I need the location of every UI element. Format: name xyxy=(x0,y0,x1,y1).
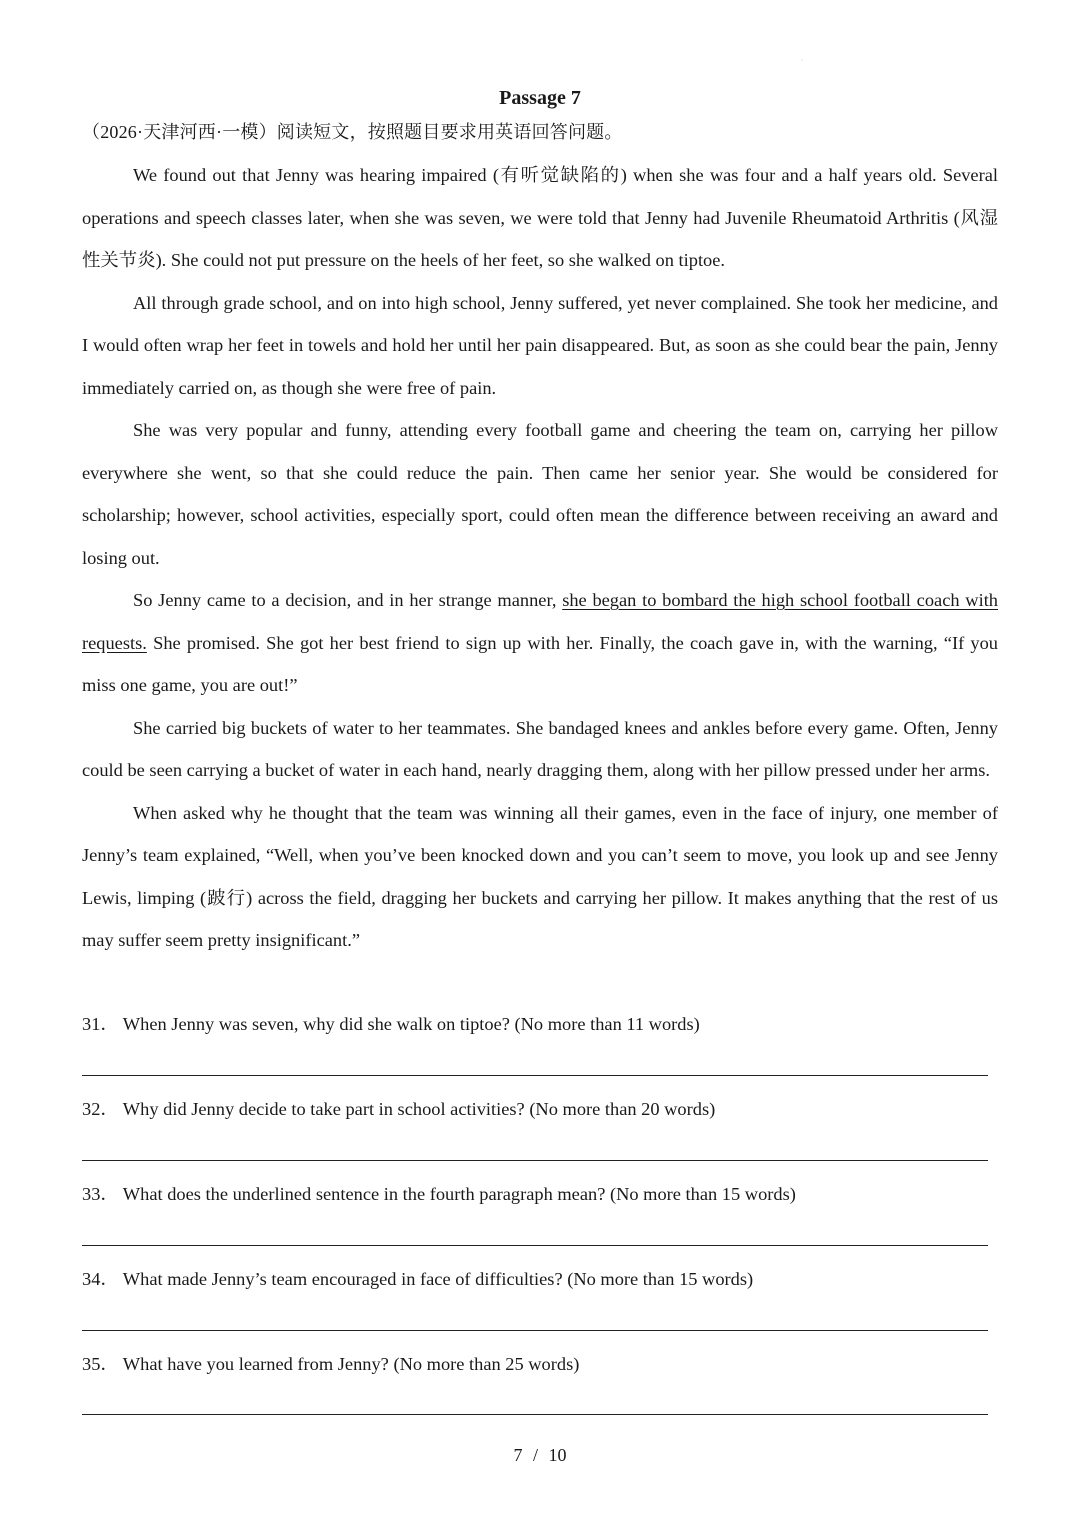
paragraph xyxy=(82,282,998,410)
paragraph xyxy=(82,792,998,962)
paragraph-text: She promised. She got her best friend to sign up with her. Finally, the coach gave in, with the warning, “If you miss one game, you are out!” xyxy=(82,632,998,695)
question-text: What have you learned from Jenny? (No more than 25 words) xyxy=(122,1354,580,1374)
question-text: What made Jenny’s team encouraged in face of difficulties? (No more than 15 words) xyxy=(122,1269,754,1289)
paragraph xyxy=(82,579,998,707)
paragraph xyxy=(82,409,998,579)
question-33 xyxy=(82,1180,998,1208)
passage-title: Passage 7 xyxy=(499,87,581,109)
question-text: When Jenny was seven, why did she walk on tiptoe? (No more than 11 words) xyxy=(122,1014,700,1034)
question-text: What does the underlined sentence in the fourth paragraph mean? (No more than 15 words) xyxy=(122,1184,796,1204)
total-pages: 10 xyxy=(548,1445,567,1465)
paragraph xyxy=(82,154,998,282)
underlined-sentence: she began to bombard the high school football coach with requests. xyxy=(82,590,998,653)
question-number: 34． xyxy=(82,1269,119,1289)
question-number: 32． xyxy=(82,1099,119,1119)
question-number: 33． xyxy=(82,1184,119,1204)
paragraph-text: So Jenny came to a decision, and in her strange manner, xyxy=(133,590,563,610)
question-text: Why did Jenny decide to take part in school activities? (No more than 20 words) xyxy=(122,1099,716,1119)
answer-line-33[interactable] xyxy=(82,1245,988,1246)
question-34 xyxy=(82,1265,998,1293)
passage-body xyxy=(82,154,998,962)
current-page: 7 xyxy=(513,1445,523,1465)
paragraph-text: All through grade school, and on into high school, Jenny suffered, yet never complained. She took her medicine, and I would often wrap her feet in towels and hold her until her pain disappeared. But, as soon as she could bear the pain, Jenny immediately carried on, as though she were free of pain. xyxy=(82,292,998,398)
paragraph xyxy=(82,707,998,792)
page-separator: / xyxy=(532,1445,538,1465)
question-35 xyxy=(82,1350,998,1378)
paragraph-text: We found out that Jenny was hearing impaired (有听觉缺陷的) when she was four and a half years old. Several operations and speech classes later, when she was seven, we were told that Jenny had Juvenile Rheumatoid Arthritis (风湿性关节炎). She could not put pressure on the heels of her feet, so she walked on tiptoe. xyxy=(82,165,998,270)
answer-line-35[interactable] xyxy=(82,1414,988,1415)
paragraph-text: When asked why he thought that the team was winning all their games, even in the face of injury, one member of Jenny’s team explained, “Well, when you’ve been knocked down and you can’t seem to move, you look up and see Jenny Lewis, limping (跛行) across the field, dragging her buckets and carrying her pillow. It makes anything that the rest of us may suffer seem pretty insignificant.” xyxy=(82,802,998,950)
answer-line-32[interactable] xyxy=(82,1160,988,1161)
page-number xyxy=(82,1442,998,1468)
answer-line-34[interactable] xyxy=(82,1330,988,1331)
question-number: 35． xyxy=(82,1354,119,1374)
paragraph-text: She carried big buckets of water to her teammates. She bandaged knees and ankles before every game. Often, Jenny could be seen carrying a bucket of water in each hand, nearly dragging them, along with her pillow pressed under her arms. xyxy=(82,717,998,780)
question-32 xyxy=(82,1095,998,1123)
paragraph-text: She was very popular and funny, attending every football game and cheering the team on, carrying her pillow everywhere she went, so that she could reduce the pain. Then came her senior year. She would be considered for scholarship; however, school activities, especially sport, could often mean the difference between receiving an award and losing out. xyxy=(82,420,998,568)
corner-mark: · xyxy=(801,58,803,64)
question-number: 31． xyxy=(82,1014,119,1034)
answer-line-31[interactable] xyxy=(82,1075,988,1076)
question-31 xyxy=(82,1010,998,1038)
passage-source-instructions: （2026·天津河西·一模）阅读短文，按照题目要求用英语回答问题。 xyxy=(82,122,623,142)
